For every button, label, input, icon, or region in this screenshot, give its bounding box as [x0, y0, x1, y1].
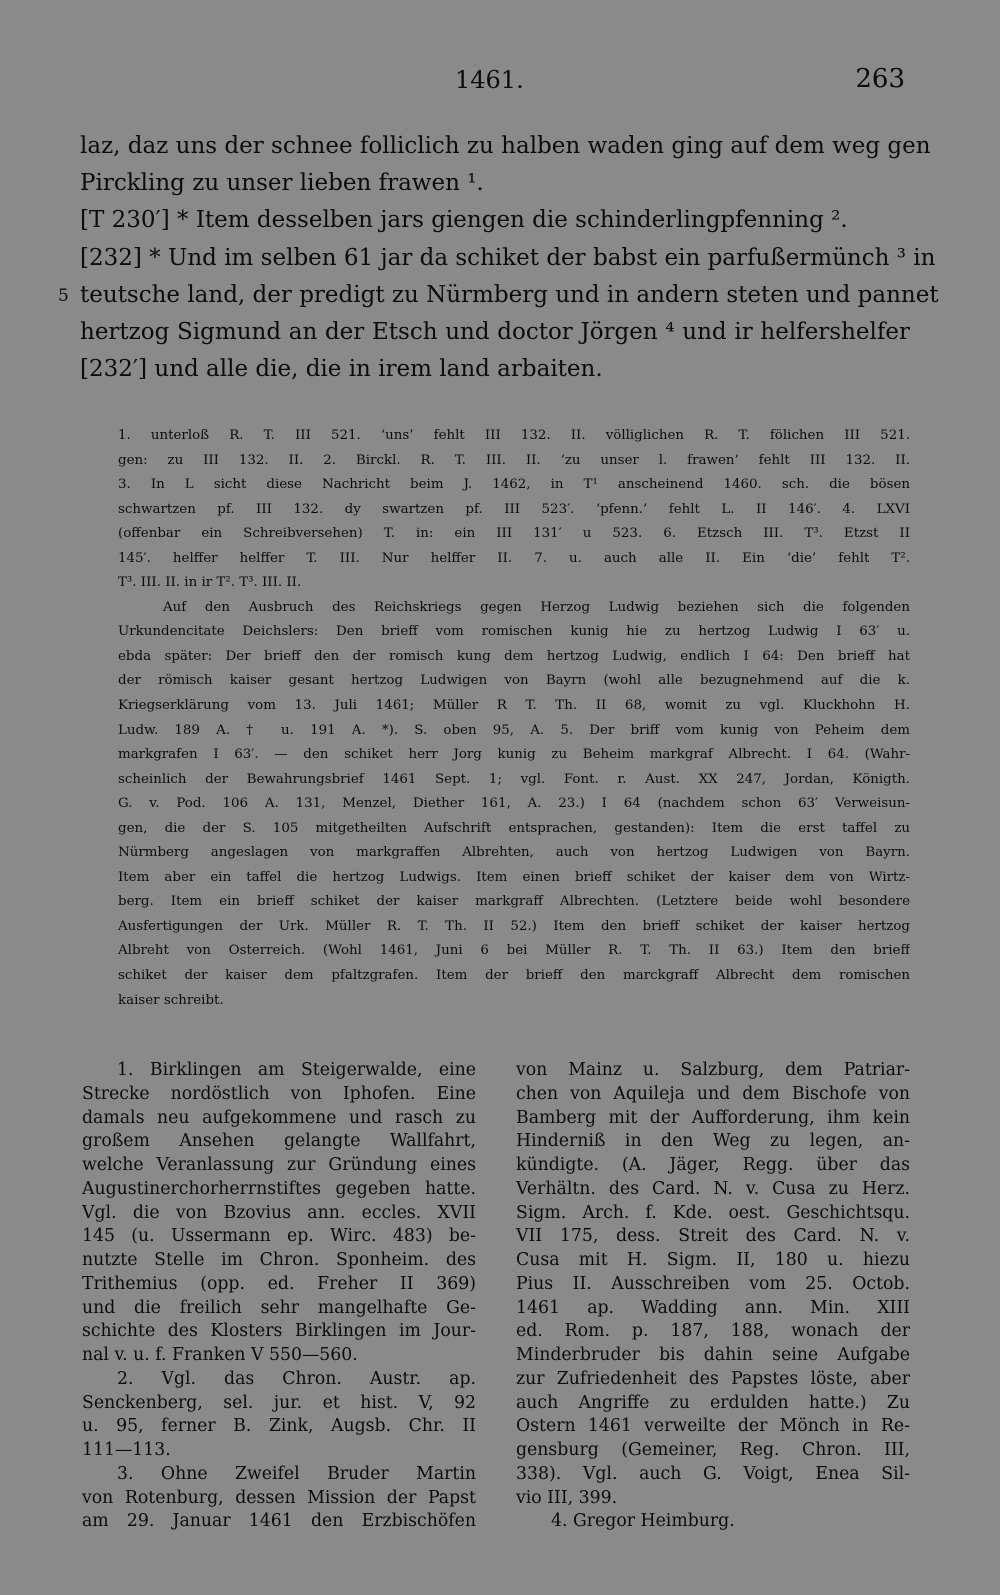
apparatus-line: markgrafen I 63′. — den schiket herr Jorg kunig zu Beheim markgraf Albrecht. I 64. (Wahr-	[118, 747, 910, 763]
footnote-line: Vgl. die von Bzovius ann. eccles. XVII	[82, 1202, 476, 1223]
footnote-line: 1. Birklingen am Steigerwalde, eine	[117, 1060, 476, 1080]
footnote-line: VII 175, dess. Streit des Card. N. v.	[516, 1226, 910, 1247]
footnote-line: Bamberg mit der Aufforderung, ihm kein	[516, 1107, 910, 1128]
footnote-line: 1461 ap. Wadding ann. Min. XIII	[516, 1297, 910, 1318]
footnote-line: Trithemius (opp. ed. Freher II 369)	[82, 1273, 476, 1294]
footnote-line: ed. Rom. p. 187, 188, wonach der	[516, 1321, 910, 1342]
apparatus-line: 145′. helffer helffer T. III. Nur helffer II. 7. u. auch alle II. Ein ‘die’ fehlt T².	[118, 550, 910, 566]
apparatus-line: 1. unterloß R. T. III 521. ‘uns’ fehlt III 132. II. völliglichen R. T. fölichen III 521.	[118, 428, 910, 443]
apparatus-line: (offenbar ein Schreibversehen) T. in: ein III 131′ u 523. 6. Etzsch III. T³. Etzst II	[118, 526, 910, 542]
footnote-line: u. 95, ferner B. Zink, Augsb. Chr. II	[82, 1416, 476, 1437]
footnote-line: am 29. Januar 1461 den Erzbischöfen	[82, 1511, 476, 1532]
footnote-line: schichte des Klosters Birklingen im Jour-	[82, 1321, 476, 1342]
main-line: hertzog Sigmund an der Etsch und doctor Jörgen ⁴ und ir helfershelfer	[80, 318, 910, 345]
footnote-line: welche Veranlassung zur Gründung eines	[82, 1155, 476, 1175]
footnote-line: von Rotenburg, dessen Mission der Papst	[82, 1487, 476, 1508]
apparatus-line: gen: zu III 132. II. 2. Birckl. R. T. III. II. ‘zu unser l. frawen’ fehlt III 132. II.	[118, 452, 910, 468]
footnote-line: Senckenberg, sel. jur. et hist. V, 92	[82, 1392, 476, 1413]
apparatus-line: Urkundencitate Deichslers: Den brieff vom romischen kunig hie zu hertzog Ludwig I 63′ u.	[118, 624, 910, 640]
footnote-line: Strecke nordöstlich von Iphofen. Eine	[82, 1083, 476, 1104]
apparatus-line: Item aber ein taffel die hertzog Ludwigs. Item einen brieff schiket der kaiser dem von Wirtz-	[118, 869, 910, 885]
footnote-line: Verhältn. des Card. N. v. Cusa zu Herz.	[516, 1178, 910, 1199]
footnote-line: Sigm. Arch. f. Kde. oest. Geschichtsqu.	[516, 1202, 910, 1223]
footnote-line: damals neu aufgekommene und rasch zu	[82, 1107, 476, 1128]
apparatus-line: scheinlich der Bewahrungsbrief 1461 Sept. 1; vgl. Font. r. Aust. XX 247, Jordan, Königth.	[118, 771, 910, 787]
main-line: [T 230′] * Item desselben jars giengen die schinderlingpfenning ².	[80, 207, 848, 234]
apparatus-line: der römisch kaiser gesant hertzog Ludwigen von Bayrn (wohl alle bezugnehmend auf die k.	[118, 673, 910, 689]
footnote-line: Cusa mit H. Sigm. II, 180 u. hiezu	[516, 1250, 910, 1270]
line-number: 5	[58, 285, 69, 306]
apparatus-line: Nürmberg angeslagen von markgraffen Albrehten, auch von hertzog Ludwigen von Bayrn.	[118, 845, 910, 861]
footnote-line: von Mainz u. Salzburg, dem Patriar-	[516, 1060, 910, 1080]
main-line: [232] * Und im selben 61 jar da schiket der babst ein parfußermünch ³ in	[80, 244, 936, 271]
footnote-line: kündigte. (A. Jäger, Regg. über das	[516, 1155, 910, 1175]
footnote-line: 4. Gregor Heimburg.	[551, 1511, 735, 1532]
apparatus-line: Ausfertigungen der Urk. Müller R. T. Th. II 52.) Item den brieff schiket der kaiser hertzog	[118, 918, 910, 934]
footnote-line: gensburg (Gemeiner, Reg. Chron. III,	[516, 1440, 910, 1460]
main-line	[58, 277, 939, 314]
footnote-line: auch Angriffe zu erdulden hatte.) Zu	[516, 1392, 910, 1413]
footnote-line: 2. Vgl. das Chron. Austr. ap.	[117, 1368, 476, 1389]
main-line: laz, daz uns der schnee folliclich zu halben waden ging auf dem weg gen	[80, 133, 931, 159]
apparatus-line: schiket der kaiser dem pfaltzgrafen. Item der brieff den marckgraff Albrecht dem romischen	[118, 968, 910, 984]
footnote-line: Augustinerchorherrnstiftes gegeben hatte.	[82, 1178, 476, 1199]
apparatus-line: Auf den Ausbruch des Reichskriegs gegen Herzog Ludwig beziehen sich die folgenden	[163, 599, 910, 615]
page-number: 263	[855, 64, 905, 94]
footnotes-left-column	[82, 1059, 476, 1534]
footnote-line: nal v. u. f. Franken V 550—560.	[82, 1345, 358, 1365]
footnote-line: vio III, 399.	[516, 1487, 618, 1508]
apparatus-line: T³. III. II. in ir T². T³. III. II.	[118, 575, 302, 591]
footnote-line: 338). Vgl. auch G. Voigt, Enea Sil-	[516, 1463, 910, 1484]
main-text	[58, 128, 939, 388]
footnote-line: 111—113.	[82, 1440, 171, 1460]
apparatus-line: ebda später: Der brieff den der romisch kung dem hertzog Ludwig, endlich I 64: Den brieff hat	[118, 648, 910, 664]
main-line: Pirckling zu unser lieben frawen ¹.	[80, 170, 484, 197]
footnote-line: zur Zufriedenheit des Papstes löste, aber	[516, 1368, 910, 1389]
footnote-line: großem Ansehen gelangte Wallfahrt,	[82, 1131, 476, 1152]
apparatus-line: kaiser schreibt.	[118, 992, 224, 1008]
apparatus-line: Albreht von Osterreich. (Wohl 1461, Juni 6 bei Müller R. T. Th. II 63.) Item den brieff	[118, 943, 910, 959]
main-line-text: teutsche land, der predigt zu Nürmberg und in andern steten und pannet	[80, 281, 939, 308]
apparatus-line: G. v. Pod. 106 A. 131, Menzel, Diether 161, A. 23.) I 64 (nachdem schon 63′ Verweisun-	[118, 796, 910, 812]
critical-apparatus	[118, 424, 910, 1013]
apparatus-line: Kriegserklärung vom 13. Juli 1461; Müller R T. Th. II 68, womit zu vgl. Kluckhohn H.	[118, 698, 910, 714]
footnote-line: nutzte Stelle im Chron. Sponheim. des	[82, 1250, 476, 1270]
apparatus-line: gen, die der S. 105 mitgetheilten Aufschrift entsprachen, gestanden): Item die erst taffel zu	[118, 820, 910, 836]
apparatus-line: Ludw. 189 A. † u. 191 A. *). S. oben 95, A. 5. Der briff vom kunig von Peheim dem	[118, 722, 910, 738]
footnote-line: Pius II. Ausschreiben vom 25. Octob.	[516, 1273, 910, 1294]
footnote-line: Ostern 1461 verweilte der Mönch in Re-	[516, 1416, 910, 1437]
footnotes-right-column	[516, 1059, 910, 1534]
footnote-line: chen von Aquileja und dem Bischofe von	[516, 1083, 910, 1104]
running-title: 1461.	[455, 66, 524, 94]
apparatus-line: berg. Item ein brieff schiket der kaiser markgraff Albrechten. (Letztere beide wohl besondere	[118, 894, 910, 910]
footnote-line: 145 (u. Ussermann ep. Wirc. 483) be-	[82, 1226, 476, 1247]
apparatus-line: schwartzen pf. III 132. dy swartzen pf. III 523′. ‘pfenn.’ fehlt L. II 146′. 4. LXVI	[118, 501, 910, 517]
footnote-line: 3. Ohne Zweifel Bruder Martin	[117, 1463, 476, 1484]
footnote-line: Hinderniß in den Weg zu legen, an-	[516, 1131, 910, 1152]
running-header	[0, 66, 1000, 106]
main-line: [232′] und alle die, die in irem land arbaiten.	[80, 356, 603, 383]
apparatus-line: 3. In L sicht diese Nachricht beim J. 1462, in T¹ anscheinend 1460. sch. die bösen	[118, 477, 910, 493]
footnote-line: Minderbruder bis dahin seine Aufgabe	[516, 1345, 910, 1365]
footnote-line: und die freilich sehr mangelhafte Ge-	[82, 1297, 476, 1318]
